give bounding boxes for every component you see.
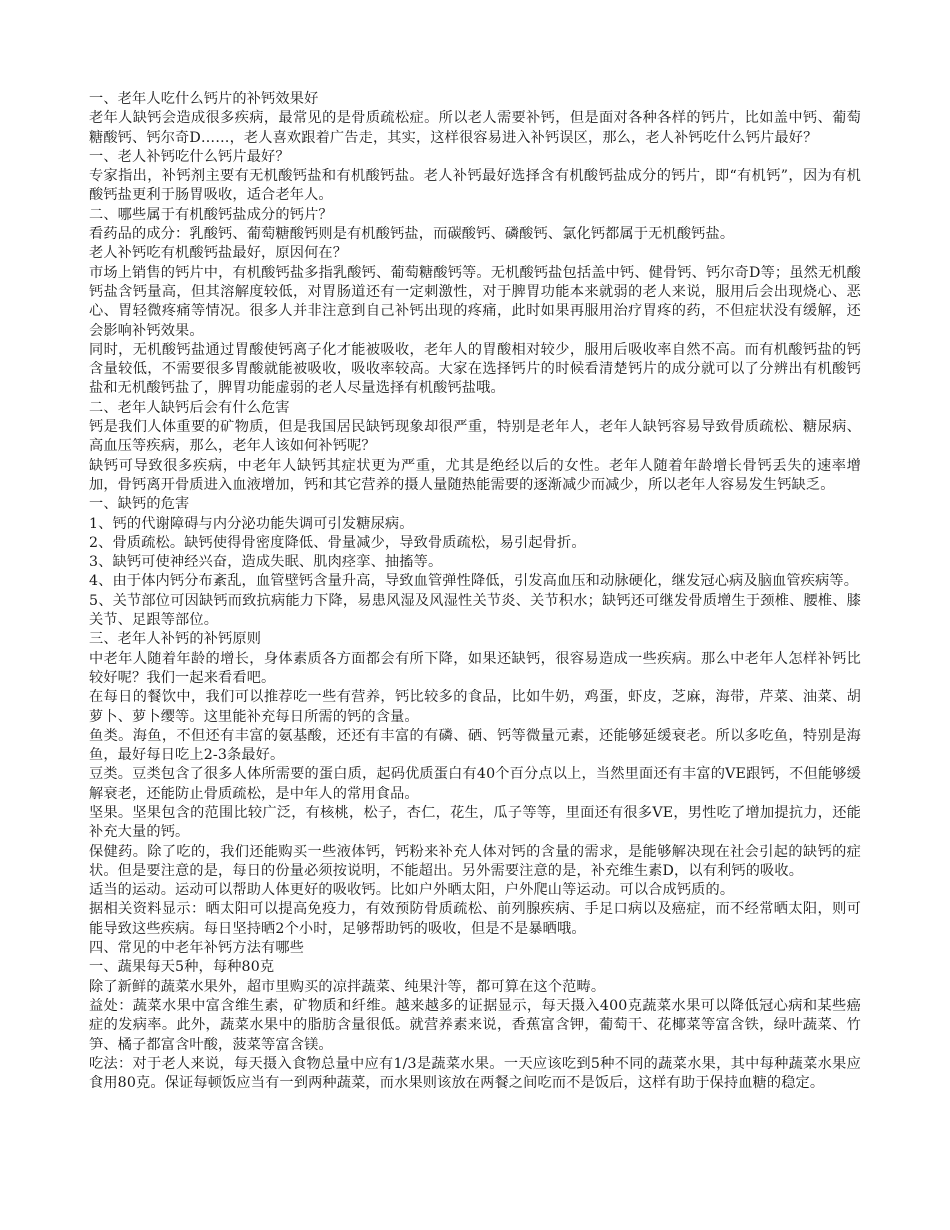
paragraph: 适当的运动。运动可以帮助人体更好的吸收钙。比如户外晒太阳，户外爬山等运动。可以合成钙质的。 (89, 882, 735, 899)
list-item: 3、缺钙可使神经兴奋，造成失眠、肌肉痉挛、抽搐等。 (89, 554, 443, 571)
paragraph: 豆类。豆类包含了很多人体所需要的蛋白质，起码优质蛋白有40个百分点以上，当然里面还有丰富的VE跟钙，不但能够缓解衰老，还能防止骨质疏松，是中年人的常用食品。 (89, 766, 861, 802)
list-item: 1、钙的代谢障碍与内分泌功能失调可引发糖尿病。 (89, 515, 414, 532)
paragraph: 在每日的餐饮中，我们可以推荐吃一些有营养，钙比较多的食品，比如牛奶，鸡蛋，虾皮，芝麻，海带，芹菜、油菜、胡萝卜、萝卜缨等。这里能补充每日所需的钙的含量。 (89, 689, 861, 725)
paragraph: 市场上销售的钙片中，有机酸钙盐多指乳酸钙、葡萄糖酸钙等。无机酸钙盐包括盖中钙、健骨钙、钙尔奇D等；虽然无机酸钙盐含钙量高，但其溶解度较低，对胃肠道还有一定刺激性，对于脾胃功能本来就弱的老人来说，服用后会出现烧心、恶心、胃轻微疼痛等情况。很多人并非注意到自己补钙出现的疼痛，此时如果再服用治疗胃疼的药，不但症状没有缓解，还会影响补钙效果。 (89, 264, 861, 339)
paragraph: 益处：蔬菜水果中富含维生素，矿物质和纤维。越来越多的证据显示，每天摄入400克蔬菜水果可以降低冠心病和某些癌症的发病率。此外，蔬菜水果中的脂肪含量很低。就营养素来说，香蕉富含钾，葡萄干、花椰菜等富含铁，绿叶蔬菜、竹笋、橘子都富含叶酸，菠菜等富含镁。 (89, 997, 861, 1053)
paragraph: 中老年人随着年龄的增长，身体素质各方面都会有所下降，如果还缺钙，很容易造成一些疾病。那么中老年人怎样补钙比较好呢？我们一起来看看吧。 (89, 650, 861, 686)
list-item: 5、关节部位可因缺钙而致抗病能力下降，易患风湿及风湿性关节炎、关节积水；缺钙还可继发骨质增生于颈椎、腰椎、膝关节、足跟等部位。 (89, 592, 861, 629)
paragraph: 坚果。坚果包含的范围比较广泛，有核桃，松子，杏仁，花生，瓜子等等，里面还有很多VE，男性吃了增加提抗力，还能补充大量的钙。 (89, 804, 861, 841)
paragraph: 看药品的成分：乳酸钙、葡萄糖酸钙则是有机酸钙盐，而碳酸钙、磷酸钙、氯化钙都属于无机酸钙盐。 (89, 226, 735, 243)
heading-calcium-deficiency-harm: 二、老年人缺钙后会有什么危害 (89, 399, 290, 416)
paragraph: 鱼类。海鱼，不但还有丰富的氨基酸，还还有丰富的有磷、硒、钙等微量元素，还能够延缓衰老。所以多吃鱼，特别是海鱼，最好每日吃上2-3条最好。 (89, 727, 861, 764)
list-item: 4、由于体内钙分布紊乱，血管壁钙含量升高，导致血管弹性降低，引发高血压和动脉硬化，继发冠心病及脑血管疾病等。 (89, 573, 859, 590)
subheading: 老人补钙吃有机酸钙盐最好，原因何在？ (89, 245, 348, 262)
paragraph: 钙是我们人体重要的矿物质，但是我国居民缺钙现象却很严重，特别是老年人，老年人缺钙容易导致骨质疏松、糖尿病、高血压等疾病，那么，老年人该如何补钙呢？ (89, 419, 861, 455)
list-item: 2、骨质疏松。缺钙使得骨密度降低、骨量减少，导致骨质疏松，易引起骨折。 (89, 534, 586, 551)
paragraph: 缺钙可导致很多疾病，中老年人缺钙其症状更为严重，尤其是绝经以后的女性。老年人随着年龄增长骨钙丢失的速率增加，骨钙离开骨质进入血液增加，钙和其它营养的摄人量随热能需要的逐渐减少而减少，所以老年人容易发生钙缺乏。 (89, 457, 861, 493)
paragraph: 吃法：对于老人来说，每天摄入食物总量中应有1/3是蔬菜水果。一天应该吃到5种不同的蔬菜水果，其中每种蔬菜水果应食用80克。保证每顿饭应当有一到两种蔬菜，而水果则该放在两餐之间吃而不是饭后，这样有助于保持血糖的稳定。 (89, 1055, 861, 1092)
heading-common-methods: 四、常见的中老年补钙方法有哪些 (89, 940, 305, 957)
paragraph: 同时，无机酸钙盐通过胃酸使钙离子化才能被吸收，老年人的胃酸相对较少，服用后吸收率自然不高。而有机酸钙盐的钙含量较低，不需要很多胃酸就能被吸收，吸收率较高。大家在选择钙片的时候看清楚钙片的成分就可以了分辨出有机酸钙盐和无机酸钙盐了，脾胃功能虚弱的老人尽量选择有机酸钙盐哦。 (89, 341, 861, 397)
subheading: 一、老人补钙吃什么钙片最好？ (89, 148, 290, 165)
paragraph: 保健药。除了吃的，我们还能购买一些液体钙，钙粉来补充人体对钙的含量的需求，是能够解决现在社会引起的缺钙的症状。但是要注意的是，每日的份量必须按说明，不能超出。另外需要注意的是，补充维生素D，以有利钙的吸收。 (89, 843, 861, 879)
paragraph: 据相关资料显示：晒太阳可以提高免疫力，有效预防骨质疏松、前列腺疾病、手足口病以及癌症，而不经常晒太阳，则可能导致这些疾病。每日坚持晒2个小时，足够帮助钙的吸收，但是不是暴晒哦。 (89, 901, 861, 937)
paragraph: 除了新鲜的蔬菜水果外，超市里购买的凉拌蔬菜、纯果汁等，都可算在这个范畴。 (89, 978, 606, 995)
subheading: 二、哪些属于有机酸钙盐成分的钙片？ (89, 206, 333, 223)
heading-calcium-tablets: 一、老年人吃什么钙片的补钙效果好 (89, 91, 319, 107)
document-body (89, 90, 861, 1093)
heading-supplement-principles: 三、老年人补钙的补钙原则 (89, 631, 262, 648)
subheading: 一、缺钙的危害 (89, 496, 190, 513)
paragraph: 专家指出，补钙剂主要有无机酸钙盐和有机酸钙盐。老人补钙最好选择含有机酸钙盐成分的钙片，即“有机钙”，因为有机酸钙盐更利于肠胃吸收，适合老年人。 (89, 168, 861, 204)
subheading: 一、蔬果每天5种，每种80克 (89, 959, 275, 976)
paragraph: 老年人缺钙会造成很多疾病，最常见的是骨质疏松症。所以老人需要补钙，但是面对各种各样的钙片，比如盖中钙、葡萄糖酸钙、钙尔奇D……，老人喜欢跟着广告走，其实，这样很容易进入补钙误区，那么，老人补钙吃什么钙片最好？ (89, 110, 861, 146)
